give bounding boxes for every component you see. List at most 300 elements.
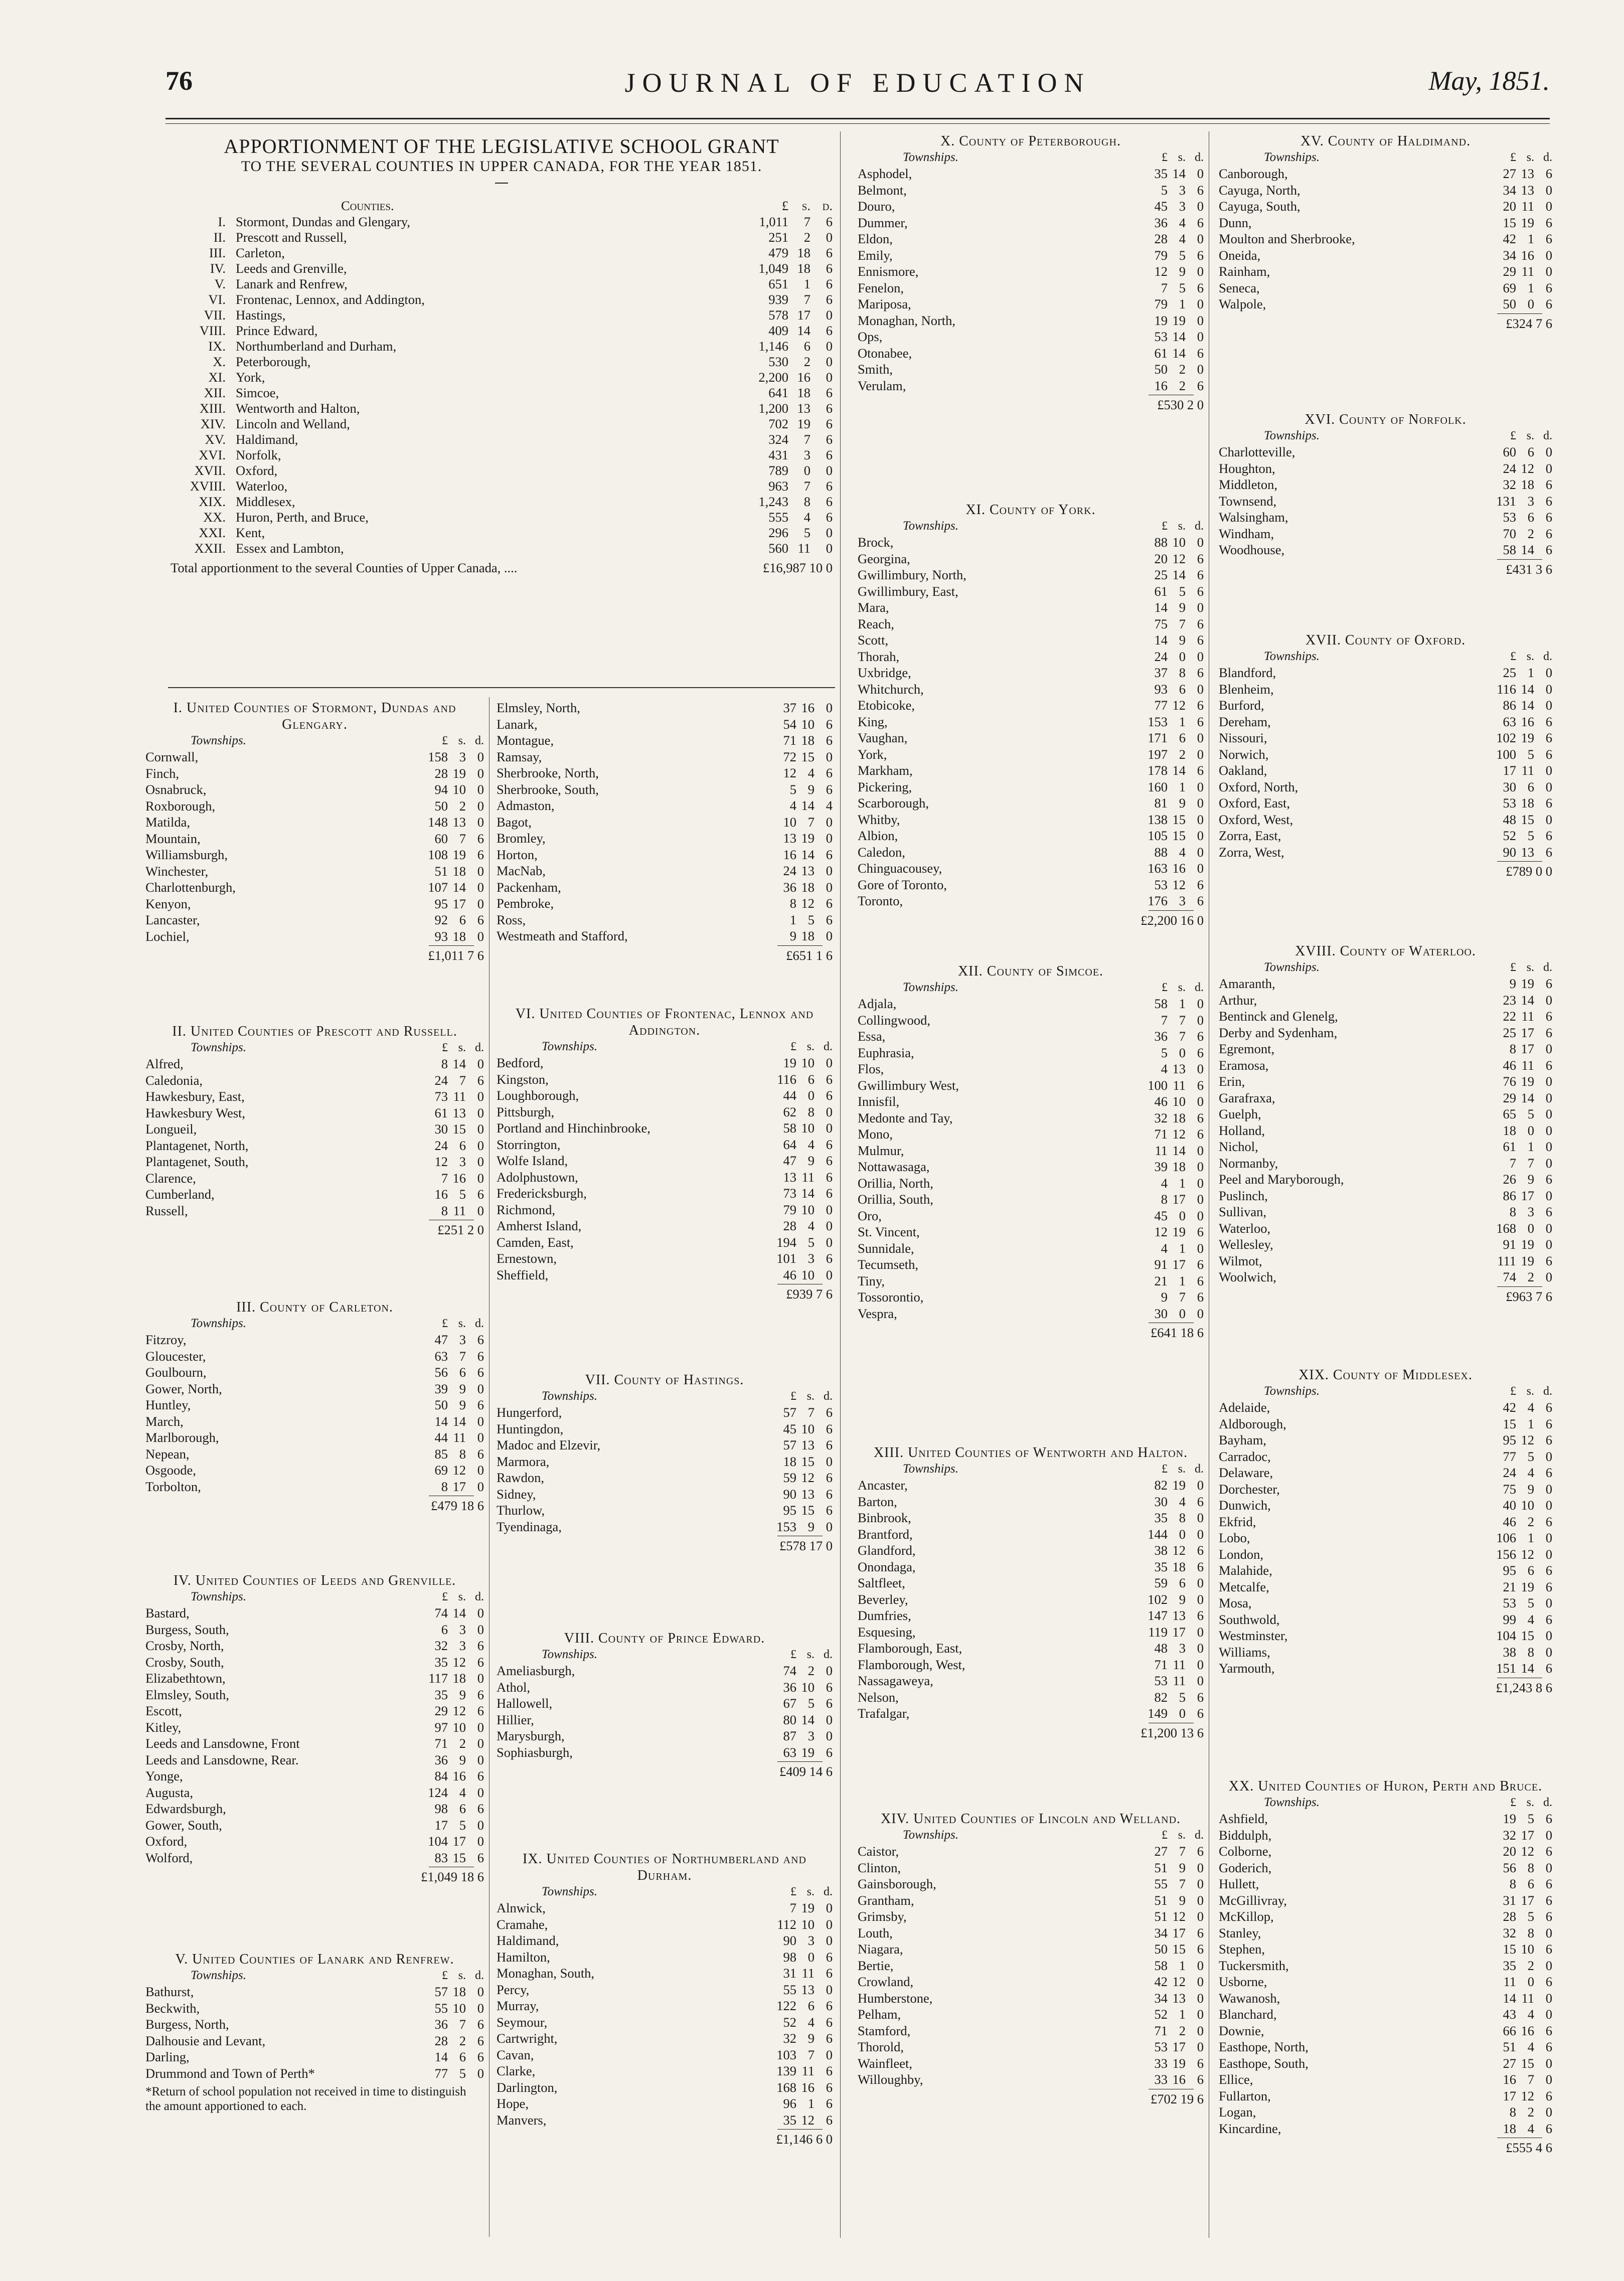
section-total <box>1219 561 1552 578</box>
township-row <box>1219 2039 1552 2055</box>
amount-l: 104 <box>428 1834 448 1849</box>
amount-s: 13 <box>1521 166 1534 181</box>
township-amount <box>1489 779 1552 795</box>
township-row <box>145 1154 484 1170</box>
township-name: Logan, <box>1219 2104 1256 2120</box>
amount-s: 8 <box>1527 1860 1534 1875</box>
township-name: Beverley, <box>858 1591 908 1607</box>
township-name: Garafraxa, <box>1219 1090 1275 1105</box>
section-total-value: £431 3 6 <box>1506 561 1552 577</box>
amount-s: 11 <box>1521 199 1534 214</box>
county-amount <box>747 494 833 510</box>
township-amount <box>1489 1204 1552 1220</box>
amount-d: 6 <box>826 1405 833 1420</box>
township-row <box>1219 1220 1552 1237</box>
township-name: Stephen, <box>1219 1941 1265 1957</box>
amount-d: 6 <box>477 1638 484 1653</box>
amount-s: 18 <box>801 733 815 748</box>
township-name: Hallowell, <box>497 1696 553 1711</box>
township-amount <box>769 1437 833 1453</box>
township-amount <box>1489 1595 1552 1611</box>
township-name: Blenheim, <box>1219 681 1274 697</box>
amount-l: 18 <box>1503 1122 1516 1138</box>
township-name: Flamborough, West, <box>858 1657 965 1672</box>
township-amount <box>1141 1143 1204 1159</box>
township-name: Pembroke, <box>497 896 554 911</box>
township-row <box>145 1186 484 1203</box>
township-amount <box>769 879 833 896</box>
amount-l: 789 <box>768 463 788 478</box>
township-name: Escott, <box>145 1703 182 1718</box>
township-row <box>145 1605 484 1621</box>
township-amount <box>769 1679 833 1696</box>
amount-d: 0 <box>1197 730 1204 745</box>
township-row <box>858 1077 1204 1094</box>
township-row <box>1219 1253 1552 1269</box>
amount-l: 108 <box>428 847 448 862</box>
amount-s: 11 <box>1521 763 1534 778</box>
currency-columns <box>769 1039 833 1055</box>
amount-d: 0 <box>477 896 484 911</box>
township-name: Thorold, <box>858 2039 904 2054</box>
amount-l: 79 <box>783 1202 796 1217</box>
county-name: Huron, Perth, and Bruce, <box>236 510 369 525</box>
amount-s: 9 <box>1179 264 1186 279</box>
township-name: Waterloo, <box>1219 1220 1271 1236</box>
township-amount <box>1141 2071 1204 2088</box>
township-amount <box>1489 1860 1552 1876</box>
township-row <box>858 795 1204 811</box>
township-row <box>497 1404 833 1421</box>
township-row <box>1219 1974 1552 1990</box>
currency-s: s. <box>1178 1462 1186 1476</box>
section-huron <box>1219 1778 1552 2157</box>
township-row <box>497 1900 833 1916</box>
township-row <box>858 828 1204 844</box>
townships-header <box>497 1647 833 1663</box>
township-name: Binbrook, <box>858 1510 911 1525</box>
amount-s: 18 <box>1172 1159 1186 1174</box>
section-lanark-cont <box>497 700 833 964</box>
county-name: Northumberland and Durham, <box>236 339 397 354</box>
currency-l: £ <box>442 1590 448 1603</box>
township-row <box>145 896 484 912</box>
section-heading: XVIII. County of Waterloo. <box>1295 943 1476 959</box>
township-amount <box>769 1998 833 2014</box>
township-amount <box>1489 2039 1552 2055</box>
amount-l: 25 <box>1503 665 1516 680</box>
township-amount <box>769 863 833 879</box>
township-name: Hungerford, <box>497 1405 562 1420</box>
township-name: Lobo, <box>1219 1530 1250 1545</box>
township-row <box>1219 1432 1552 1448</box>
amount-d: 6 <box>477 1768 484 1783</box>
township-amount <box>1141 1591 1204 1608</box>
amount-d: 6 <box>1197 1608 1204 1623</box>
township-amount <box>1141 762 1204 779</box>
township-amount <box>769 1502 833 1519</box>
amount-s: 8 <box>807 1104 815 1119</box>
county-numeral: VII. <box>204 307 226 322</box>
township-row <box>858 1289 1204 1306</box>
amount-s: 6 <box>1179 681 1186 697</box>
township-row <box>145 765 484 782</box>
township-amount <box>1489 1843 1552 1860</box>
township-amount <box>1489 1481 1552 1498</box>
townships-header <box>145 1040 484 1056</box>
township-amount <box>769 765 833 781</box>
township-name: Augusta, <box>145 1784 193 1800</box>
amount-l: 4 <box>1161 1061 1168 1076</box>
amount-s: 4 <box>803 510 810 525</box>
amount-s: 18 <box>1172 1110 1186 1125</box>
amount-d: 0 <box>1197 264 1204 279</box>
amount-s: 4 <box>1179 844 1186 860</box>
township-row <box>145 1413 484 1430</box>
township-amount <box>1489 509 1552 526</box>
amount-s: 16 <box>1172 2072 1186 2087</box>
currency-s: s. <box>1526 961 1534 974</box>
township-row <box>497 1453 833 1470</box>
township-row <box>858 1256 1204 1273</box>
amount-s: 13 <box>801 1982 815 1997</box>
township-name: Fullarton, <box>1219 2088 1271 2103</box>
amount-s: 13 <box>452 814 466 830</box>
amount-l: 28 <box>434 765 448 781</box>
amount-d: 6 <box>826 1153 833 1168</box>
township-name: Oxford, West, <box>1219 811 1293 827</box>
amount-d: 0 <box>1197 861 1204 876</box>
amount-s: 5 <box>1527 1909 1534 1924</box>
amount-l: 77 <box>434 2065 448 2081</box>
amount-l: 51 <box>1154 1892 1168 1908</box>
county-name: Peterborough, <box>236 354 311 369</box>
amount-s: 16 <box>1521 714 1534 729</box>
townships-label: Townships. <box>191 1590 246 1603</box>
section-total-value: £651 1 6 <box>786 947 833 963</box>
township-amount <box>1141 231 1204 247</box>
township-name: Hope, <box>497 2096 529 2111</box>
amount-d: 0 <box>477 1736 484 1751</box>
township-name: Marmora, <box>497 1453 550 1469</box>
township-row <box>497 1679 833 1696</box>
county-row <box>171 431 833 447</box>
amount-l: 83 <box>434 1850 448 1865</box>
amount-s: 19 <box>1521 215 1534 230</box>
township-amount <box>1489 460 1552 477</box>
township-amount <box>1489 1090 1552 1106</box>
amount-s: 11 <box>453 1430 466 1445</box>
township-amount <box>769 1055 833 1071</box>
amount-d: 0 <box>477 1413 484 1429</box>
currency-l: £ <box>1510 429 1516 442</box>
amount-s: 11 <box>453 1089 466 1104</box>
amount-s: 11 <box>797 541 810 556</box>
amount-l: 21 <box>1503 1579 1516 1594</box>
township-name: Pittsburgh, <box>497 1104 555 1119</box>
amount-l: 27 <box>1503 166 1516 181</box>
amount-s: 15 <box>1521 811 1534 827</box>
amount-d: 6 <box>477 1348 484 1364</box>
township-row <box>145 814 484 831</box>
amount-d: 6 <box>826 2112 833 2128</box>
township-amount <box>769 2063 833 2079</box>
amount-s: 7 <box>459 831 466 846</box>
township-row <box>858 312 1204 329</box>
amount-s: 1 <box>1179 2007 1186 2022</box>
township-name: Pickering, <box>858 779 912 794</box>
township-row <box>1219 263 1552 280</box>
amount-s: 14 <box>1172 329 1186 344</box>
amount-d: 6 <box>826 494 833 509</box>
county-amount <box>747 354 833 370</box>
township-amount <box>1141 1093 1204 1110</box>
township-row <box>145 2000 484 2017</box>
amount-s: 12 <box>1521 1546 1534 1562</box>
amount-d: 0 <box>1197 1306 1204 1321</box>
township-row <box>1219 1025 1552 1041</box>
amount-d: 6 <box>1197 1273 1204 1288</box>
township-amount <box>421 1154 484 1170</box>
section-total-value: £409 14 6 <box>779 1764 833 1779</box>
amount-d: 0 <box>826 1202 833 1217</box>
township-name: Orillia, South, <box>858 1192 933 1207</box>
currency-d: d. <box>824 1040 833 1053</box>
township-row <box>858 1673 1204 1689</box>
amount-s: 12 <box>1172 877 1186 892</box>
amount-d: 0 <box>1197 648 1204 664</box>
amount-l: 11 <box>1155 1143 1168 1158</box>
amount-d: 6 <box>826 510 833 525</box>
township-amount <box>1141 1012 1204 1029</box>
township-name: Sidney, <box>497 1486 536 1502</box>
amount-d: 6 <box>826 1503 833 1518</box>
township-row <box>145 1121 484 1137</box>
township-row <box>858 1028 1204 1045</box>
township-amount <box>1489 1432 1552 1448</box>
amount-l: 71 <box>783 733 796 748</box>
township-amount <box>1141 1990 1204 2007</box>
currency-l: £ <box>1162 520 1168 533</box>
amount-d: 0 <box>1197 1208 1204 1223</box>
township-row <box>858 730 1204 746</box>
section-total-value: £1,243 8 6 <box>1496 1680 1552 1695</box>
amount-d: 0 <box>1545 1628 1552 1643</box>
amount-l: 4 <box>1161 1240 1168 1256</box>
amount-l: 66 <box>1503 2023 1516 2038</box>
township-row <box>1219 811 1552 828</box>
township-amount <box>1141 1974 1204 1990</box>
township-name: Orillia, North, <box>858 1175 933 1191</box>
township-amount <box>1489 198 1552 215</box>
amount-l: 116 <box>777 1071 796 1087</box>
section-total <box>497 947 833 964</box>
township-amount <box>421 1446 484 1462</box>
township-amount <box>1141 2023 1204 2039</box>
amount-s: 9 <box>1527 1172 1534 1187</box>
township-row <box>1219 779 1552 795</box>
amount-s: 1 <box>1527 1416 1534 1431</box>
township-name: Arthur, <box>1219 992 1257 1008</box>
amount-d: 6 <box>826 1136 833 1152</box>
township-name: Scarborough, <box>858 795 929 810</box>
amount-s: 14 <box>1172 345 1186 361</box>
section-york <box>858 502 1204 929</box>
amount-s: 19 <box>1172 1224 1186 1239</box>
township-amount <box>1141 2039 1204 2055</box>
section-prescott <box>145 1023 484 1239</box>
amount-d: 0 <box>1545 1860 1552 1875</box>
amount-d: 0 <box>826 525 833 540</box>
county-row <box>171 525 833 540</box>
amount-l: 107 <box>428 880 448 895</box>
amount-l: 69 <box>1503 280 1516 295</box>
amount-s: 1 <box>1527 280 1534 295</box>
township-row <box>497 1932 833 1949</box>
township-amount <box>1141 1306 1204 1322</box>
county-name: Leeds and Grenville, <box>236 261 347 276</box>
township-row <box>858 1892 1204 1909</box>
amount-s: 14 <box>801 798 815 813</box>
currency-d: d. <box>1195 1462 1204 1476</box>
township-amount <box>1489 2006 1552 2023</box>
township-name: Nissouri, <box>1219 730 1267 745</box>
amount-d: 0 <box>826 1933 833 1948</box>
amount-s: 9 <box>807 1153 815 1168</box>
township-name: Cramahe, <box>497 1916 548 1932</box>
township-name: Oxford, North, <box>1219 779 1298 794</box>
township-row <box>145 2049 484 2065</box>
township-name: Esquesing, <box>858 1624 916 1640</box>
township-amount <box>769 1712 833 1728</box>
township-row <box>497 1695 833 1712</box>
township-amount <box>1489 1041 1552 1057</box>
amount-l: 47 <box>434 1332 448 1347</box>
amount-l: 641 <box>768 385 788 400</box>
amount-l: 43 <box>1503 2007 1516 2022</box>
amount-s: 15 <box>452 1121 466 1136</box>
amount-l: 17 <box>1503 2088 1516 2103</box>
township-amount <box>769 2030 833 2047</box>
amount-s: 3 <box>1179 893 1186 908</box>
township-amount <box>1489 1253 1552 1269</box>
township-name: Longueil, <box>145 1121 197 1136</box>
amount-s: 9 <box>1179 1860 1186 1875</box>
amount-l: 105 <box>1148 828 1168 843</box>
section-total <box>1219 863 1552 880</box>
township-amount <box>1141 1110 1204 1126</box>
township-amount <box>1141 1958 1204 1974</box>
amount-s: 3 <box>459 749 466 764</box>
township-row <box>1219 509 1552 526</box>
amount-l: 46 <box>1503 1057 1516 1073</box>
township-name: Thurlow, <box>497 1503 545 1518</box>
township-row <box>497 1202 833 1218</box>
amount-l: 7 <box>1161 1012 1168 1028</box>
township-name: Cartwright, <box>497 2031 558 2046</box>
amount-d: 0 <box>1197 1876 1204 1891</box>
township-name: Bayham, <box>1219 1432 1266 1447</box>
township-name: Camden, East, <box>497 1234 574 1250</box>
amount-d: 0 <box>1197 1526 1204 1542</box>
amount-l: 15 <box>1503 215 1516 230</box>
amount-d: 6 <box>1545 296 1552 311</box>
amount-s: 2 <box>1527 1514 1534 1529</box>
township-row <box>145 831 484 847</box>
amount-l: 103 <box>776 2047 796 2062</box>
township-row <box>1219 1627 1552 1644</box>
county-numeral: XXI. <box>199 525 226 540</box>
amount-l: 35 <box>434 1654 448 1670</box>
amount-s: 9 <box>1179 1892 1186 1908</box>
county-name: Carleton, <box>236 245 285 260</box>
amount-l: 40 <box>1503 1498 1516 1513</box>
amount-l: 57 <box>783 1405 796 1420</box>
amount-d: 6 <box>826 447 833 462</box>
township-amount <box>1141 1240 1204 1257</box>
amount-l: 21 <box>1154 1273 1168 1288</box>
township-amount <box>769 716 833 733</box>
amount-d: 6 <box>1545 828 1552 843</box>
amount-l: 95 <box>783 1503 796 1518</box>
township-name: Metcalfe, <box>1219 1579 1269 1594</box>
township-amount <box>769 830 833 847</box>
township-name: Gore of Toronto, <box>858 877 947 892</box>
amount-l: 98 <box>783 1949 796 1965</box>
township-amount <box>769 1421 833 1437</box>
amount-l: 90 <box>1503 844 1516 860</box>
amount-d: 6 <box>826 1470 833 1485</box>
amount-s: 11 <box>801 1169 815 1185</box>
currency-s: s. <box>1178 520 1186 533</box>
amount-s: 12 <box>1172 1126 1186 1142</box>
amount-s: 11 <box>801 1966 815 1981</box>
section-total-value: £1,146 6 0 <box>776 2132 833 2147</box>
township-amount <box>1141 1159 1204 1175</box>
amount-d: 6 <box>1197 1706 1204 1721</box>
amount-s: 4 <box>807 1136 815 1152</box>
township-row <box>497 2112 833 2129</box>
county-numeral: VI. <box>208 292 226 307</box>
amount-l: 63 <box>434 1348 448 1364</box>
amount-l: 44 <box>434 1430 448 1445</box>
section-wentworth <box>858 1444 1204 1742</box>
township-amount <box>1489 1908 1552 1925</box>
townships-header <box>145 733 484 749</box>
amount-l: 95 <box>1503 1563 1516 1578</box>
township-name: McKillop, <box>1219 1909 1274 1924</box>
currency-columns <box>769 1884 833 1900</box>
townships-label: Townships. <box>903 981 958 994</box>
township-amount <box>1141 746 1204 763</box>
county-amount <box>747 260 833 277</box>
township-row <box>858 1494 1204 1510</box>
amount-s: 18 <box>801 879 815 895</box>
amount-l: 8 <box>1509 2104 1516 2120</box>
amount-d: 6 <box>1197 215 1204 230</box>
township-amount <box>421 1605 484 1621</box>
amount-l: 35 <box>1154 1559 1168 1574</box>
township-amount <box>1141 215 1204 231</box>
townships-header <box>1219 1383 1552 1399</box>
amount-d: 0 <box>477 1056 484 1071</box>
amount-d: 0 <box>826 2047 833 2062</box>
amount-d: 0 <box>1197 844 1204 860</box>
amount-l: 32 <box>1503 1827 1516 1843</box>
township-row <box>497 1185 833 1202</box>
township-row <box>858 1510 1204 1526</box>
amount-d: 6 <box>826 1186 833 1201</box>
